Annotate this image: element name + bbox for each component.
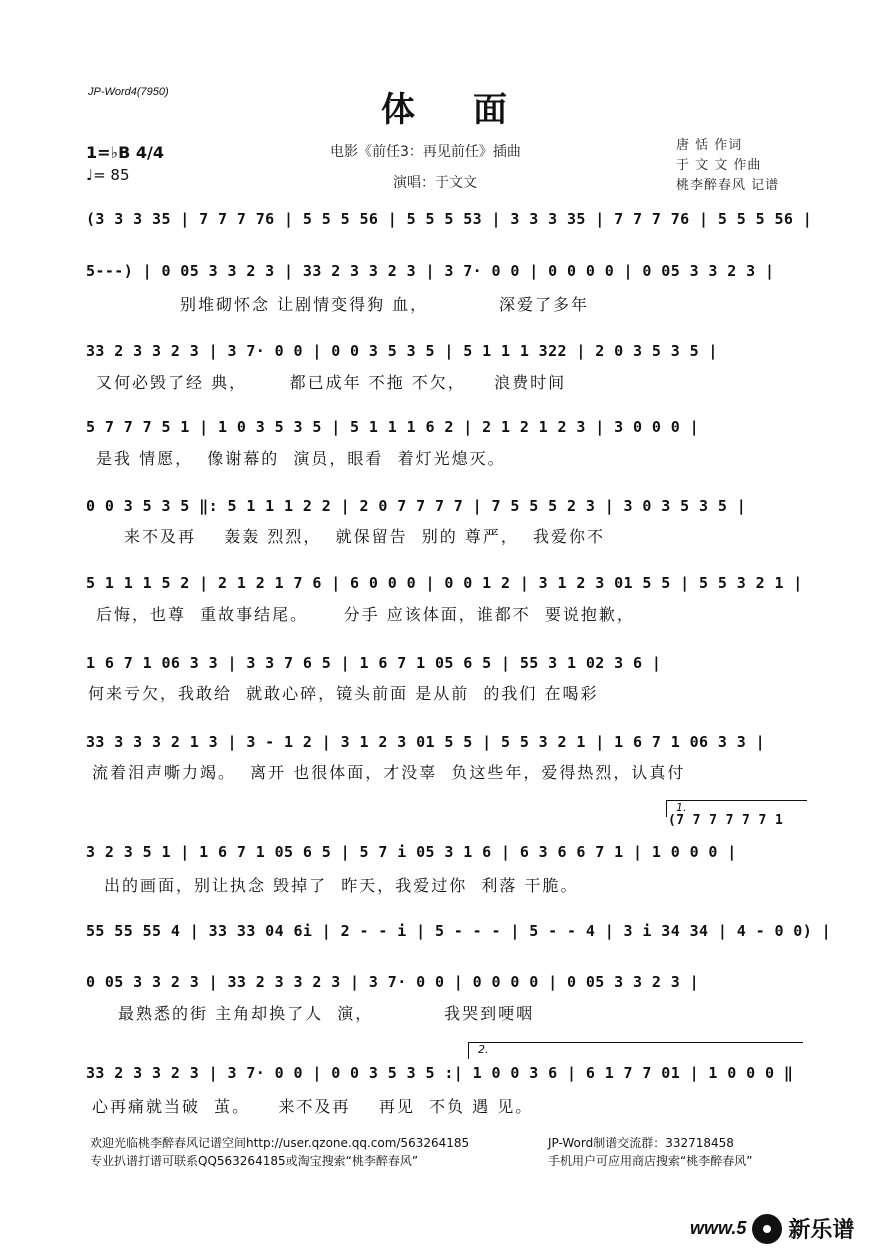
record-disc-icon [752, 1214, 782, 1244]
watermark-brand: 新乐谱 [788, 1218, 855, 1243]
staff-line-5: 0 0 3 5 3 5 ‖: 5 1 1 1 2 2 | 2 0 7 7 7 7 | 7 5 5 5 2 3 | 3 0 3 5 3 5 | [86, 497, 747, 515]
second-ending-bracket [468, 1042, 803, 1059]
tempo-marking: ♩= 85 [86, 166, 130, 184]
lyrics-line-5: 来不及再 轰轰 烈烈， 就保留告 别的 尊严， 我爱你不 [124, 527, 606, 546]
second-ending-label: 2. [478, 1043, 489, 1056]
lyrics-line-7: 何来亏欠，我敢给 就敢心碎，镜头前面 是从前 的我们 在喝彩 [88, 684, 599, 703]
lyrics-line-8: 流着泪声嘶力竭。 离开 也很体面，才没辜 负这些年，爱得热烈，认真付 [92, 763, 686, 782]
subtitle: 电影《前任3：再见前任》插曲 [330, 144, 521, 160]
singer: 演唱：于文文 [393, 175, 477, 191]
watermark-logo [690, 1213, 854, 1244]
first-ending-label: 1. [676, 801, 687, 814]
lyrics-line-3: 又何必毁了经 典， 都已成年 不拖 不欠， 浪费时间 [96, 373, 567, 392]
staff-line-9: 3 2 3 5 1 | 1 6 7 1 05 6 5 | 5 7 i 05 3 1 6 | 6 3 6 6 7 1 | 1 0 0 0 | [86, 843, 737, 861]
staff-line-7: 1 6 7 1 06 3 3 | 3 3 7 6 5 | 1 6 7 1 05 6 5 | 55 3 1 02 3 6 | [86, 654, 662, 672]
staff-line-4: 5 7 7 7 5 1 | 1 0 3 5 3 5 | 5 1 1 1 6 2 | 2 1 2 1 2 3 | 3 0 0 0 | [86, 418, 699, 436]
staff-line-2: 5---) | 0 05 3 3 2 3 | 33 2 3 3 2 3 | 3 7· 0 0 | 0 0 0 0 | 0 05 3 3 2 3 | [86, 262, 775, 280]
staff-line-11: 0 05 3 3 2 3 | 33 2 3 3 2 3 | 3 7· 0 0 | 0 0 0 0 | 0 05 3 3 2 3 | [86, 973, 699, 991]
first-ending-notes: (7 7 7 7 7 7 1 [668, 813, 784, 828]
staff-line-1: (3 3 3 35 | 7 7 7 76 | 5 5 5 56 | 5 5 5 53 | 3 3 3 35 | 7 7 7 76 | 5 5 5 56 | [86, 210, 813, 228]
staff-line-8: 33 3 3 3 2 1 3 | 3 - 1 2 | 3 1 2 3 01 5 5 | 5 5 3 2 1 | 1 6 7 1 06 3 3 | [86, 733, 766, 751]
lyrics-line-2: 别堆砌怀念 让剧情变得狗 血， 深爱了多年 [180, 295, 590, 314]
lyrics-line-11: 最熟悉的街 主角却换了人 演， 我哭到哽咽 [118, 1004, 535, 1023]
staff-line-3: 33 2 3 3 2 3 | 3 7· 0 0 | 0 0 3 5 3 5 | 5 1 1 1 322 | 2 0 3 5 3 5 | [86, 342, 718, 360]
footer-group: JP-Word制谱交流群：332718458 [548, 1136, 734, 1150]
lyrics-line-6: 后悔，也尊 重故事结尾。 分手 应该体面，谁都不 要说抱歉， [96, 605, 635, 624]
lyrics-line-9: 出的画面，别让执念 毁掉了 昨天，我爱过你 利落 干脆。 [104, 876, 579, 895]
lyrics-line-4: 是我 情愿， 像谢幕的 演员，眼看 着灯光熄灭。 [96, 449, 506, 468]
composer-credit: 于 文 文 作曲 [676, 158, 762, 173]
staff-line-10: 55 55 55 4 | 33 33 04 6i | 2 - - i | 5 - - - | 5 - - 4 | 3 i 34 34 | 4 - 0 0) | [86, 922, 832, 940]
software-tag: JP-Word4(7950) [88, 86, 169, 98]
transcriber-credit: 桃李醉春风 记谱 [676, 178, 780, 193]
lyrics-line-12: 心再痛就当破 茧。 来不及再 再见 不负 遇 见。 [92, 1097, 534, 1116]
song-title: 体面 [381, 90, 565, 130]
footer-mobile: 手机用户可应用商店搜索“桃李醉春风” [548, 1154, 753, 1168]
staff-line-6: 5 1 1 1 5 2 | 2 1 2 1 7 6 | 6 0 0 0 | 0 0 1 2 | 3 1 2 3 01 5 5 | 5 5 3 2 1 | [86, 574, 803, 592]
lyricist-credit: 唐 恬 作词 [676, 138, 743, 153]
key-signature: 1=♭B 4/4 [86, 143, 164, 162]
watermark-site: www.5 [690, 1218, 747, 1238]
staff-line-12: 33 2 3 3 2 3 | 3 7· 0 0 | 0 0 3 5 3 5 :| 1 0 0 3 6 | 6 1 7 7 01 | 1 0 0 0 ‖ [86, 1064, 794, 1082]
footer-website: 欢迎光临桃李醉春风记谱空间http://user.qzone.qq.com/563264185 [90, 1136, 470, 1150]
footer-contact: 专业扒谱打谱可联系QQ563264185或淘宝搜索“桃李醉春风” [90, 1154, 419, 1168]
